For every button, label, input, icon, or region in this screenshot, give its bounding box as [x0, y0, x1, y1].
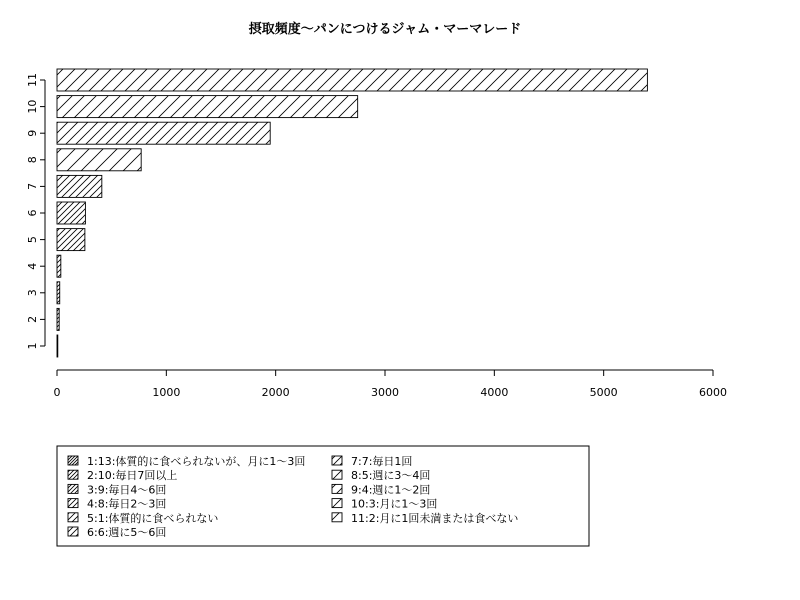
x-tick-label-3000: 3000: [371, 386, 399, 399]
legend-label-9: 9:4:週に1〜2回: [351, 483, 431, 497]
bar-7: [57, 175, 102, 197]
legend-swatch-8: [332, 470, 342, 479]
legend-swatch-5: [68, 513, 78, 522]
legend-swatch-6: [68, 527, 78, 536]
legend-swatch-11: [332, 513, 342, 522]
bar-9: [57, 122, 270, 144]
legend-swatch-4: [68, 499, 78, 508]
bar-6: [57, 202, 85, 224]
bar-1: [57, 335, 58, 357]
legend-label-5: 5:1:体質的に食べられない: [87, 511, 219, 525]
x-tick-label-1000: 1000: [152, 386, 181, 399]
y-tick-label-9: 9: [26, 129, 39, 137]
y-tick-label-5: 5: [26, 236, 39, 244]
legend-label-8: 8:5:週に3〜4回: [351, 469, 431, 483]
legend: [57, 446, 589, 546]
legend-swatch-10: [332, 499, 342, 508]
legend-label-2: 2:10:毎日7回以上: [87, 469, 178, 483]
y-axis: [26, 73, 45, 350]
y-tick-label-7: 7: [26, 182, 39, 190]
x-tick-label-4000: 4000: [480, 386, 509, 399]
x-tick-label-0: 0: [53, 386, 61, 399]
legend-swatch-7: [332, 456, 342, 465]
legend-label-10: 10:3:月に1〜3回: [351, 497, 438, 511]
y-tick-label-6: 6: [26, 209, 39, 217]
y-tick-label-2: 2: [26, 315, 39, 323]
legend-swatch-3: [68, 484, 78, 493]
bar-5: [57, 229, 85, 251]
legend-swatch-1: [68, 456, 78, 465]
bar-10: [57, 96, 358, 118]
legend-label-11: 11:2:月に1回未満または食べない: [351, 511, 519, 525]
legend-label-3: 3:9:毎日4〜6回: [87, 483, 167, 497]
legend-swatch-2: [68, 470, 78, 479]
legend-label-4: 4:8:毎日2〜3回: [87, 497, 167, 511]
chart-title: 摂取頻度〜パンにつけるジャム・マーマレード: [248, 22, 522, 37]
y-tick-label-1: 1: [26, 342, 39, 350]
x-tick-label-6000: 6000: [699, 386, 727, 399]
x-tick-label-5000: 5000: [589, 386, 618, 399]
x-axis: [54, 370, 728, 399]
y-tick-label-11: 11: [26, 73, 39, 87]
bar-2: [57, 308, 59, 330]
legend-label-6: 6:6:週に5〜6回: [87, 526, 167, 539]
y-tick-label-3: 3: [26, 289, 39, 297]
bar-4: [57, 255, 61, 277]
y-tick-label-10: 10: [26, 99, 39, 114]
y-tick-label-8: 8: [26, 156, 39, 164]
bar-8: [57, 149, 141, 171]
y-tick-label-4: 4: [26, 262, 39, 270]
x-tick-label-2000: 2000: [261, 386, 290, 399]
bar-11: [57, 69, 647, 91]
bars-group: [57, 69, 647, 357]
legend-label-7: 7:7:毎日1回: [351, 455, 413, 468]
bar-3: [57, 282, 60, 304]
legend-label-1: 1:13:体質的に食べられないが、月に1〜3回: [87, 455, 306, 468]
legend-swatch-9: [332, 484, 342, 493]
